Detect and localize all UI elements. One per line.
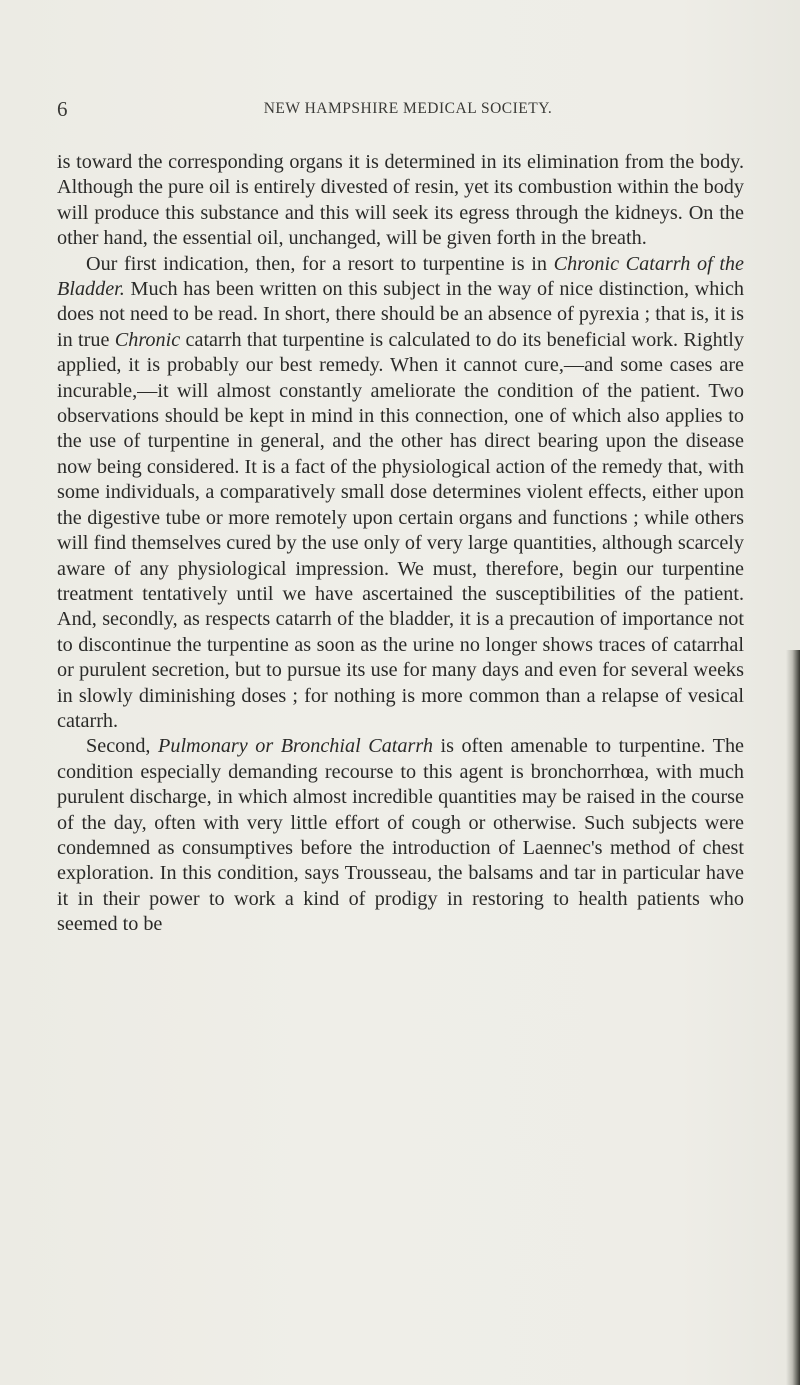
text-segment: Second, [86,735,159,758]
paragraph-1 [57,150,744,252]
paragraph-2 [57,252,744,735]
text-segment: is toward the corresponding organs it is determined in its elimination from the body. Although the pure oil is entirely divested of resin, yet its combustion within the body will produce this substance and this will seek its egress through the kidneys. On the other hand, the essential oil, unchanged, will be given forth in the breath. [57,151,744,250]
text-segment: Much has been written on this subject in the way of nice distinction, which does not need to be read. In short, there should be an absence of pyrexia ; that is, it is in true [57,278,744,351]
running-title: NEW HAMPSHIRE MEDICAL SOCIETY. [263,100,553,117]
italic-word-chronic: Chronic [114,328,181,351]
text-segment: Our first indication, then, for a resort to turpentine is in [86,252,554,275]
page-number: 6 [57,97,68,121]
running-header [0,97,800,121]
paragraph-3 [57,734,744,937]
text-segment: is often amenable to turpentine. The condition especially demanding recourse to this agent is bronchorrhœa, with much purulent discharge, in which almost incredible quantities may be raised in the course of the day, often with very little effort of cough or otherwise. Such subjects were condemned as consumptives before the introduction of Laennec's method of chest exploration. In this condition, says Trousseau, the balsams and tar in particular have it in their power to work a kind of prodigy in restoring to health patients who seemed to be [57,735,745,936]
body-text [57,150,744,938]
page-edge-shadow [786,650,800,1385]
italic-heading-bronchial-catarrh: Pulmonary or Bronchial Catarrh [158,735,433,758]
text-segment: catarrh that turpentine is calculated to do its beneficial work. Rightly applied, it is probably our best remedy. When it cannot cure,—and some cases are incurable,—it will almost constantly ameliorate the condition of the patient. Two observations should be kept in mind in this connection, one of which also applies to the use of turpentine in general, and the other has direct bearing upon the disease now being considered. It is a fact of the physiological action of the remedy that, with some individuals, a comparatively small dose determines violent effects, either upon the digestive tube or more remotely upon certain organs and functions ; while others will find themselves cured by the use only of very large quantities, although scarcely aware of any physiological impression. We must, therefore, begin our turpentine treatment tentatively until we have ascertained the susceptibilities of the patient. And, secondly, as respects catarrh of the bladder, it is a precaution of importance not to discontinue the turpentine as soon as the urine no longer shows traces of catarrhal or purulent secretion, but to pursue its use for many days and even for several weeks in slowly diminishing doses ; for nothing is more common than a relapse of vesical catarrh. [57,328,744,732]
italic-heading-chronic-catarrh: Chronic Catarrh of the Bladder. [57,252,744,301]
